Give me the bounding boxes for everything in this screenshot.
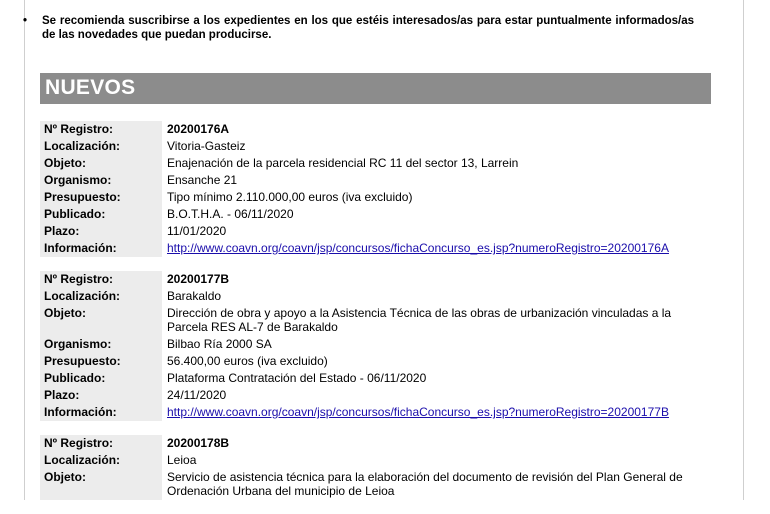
value-registro: 20200176A: [167, 122, 230, 136]
label-informacion: Información:: [40, 404, 162, 421]
label-localizacion: Localización:: [40, 138, 162, 155]
label-presupuesto: Presupuesto:: [40, 189, 162, 206]
row-localizacion: [40, 288, 711, 305]
row-publicado: [40, 370, 711, 387]
record-20200177B: [40, 271, 711, 421]
row-informacion: [40, 240, 711, 257]
label-registro: Nº Registro:: [40, 121, 162, 138]
label-publicado: Publicado:: [40, 370, 162, 387]
label-objeto: Objeto:: [40, 305, 162, 336]
row-organismo: [40, 336, 711, 353]
section-header-nuevos: [40, 73, 711, 104]
label-plazo: Plazo:: [40, 223, 162, 240]
row-objeto: [40, 155, 711, 172]
label-plazo: Plazo:: [40, 387, 162, 404]
value-plazo: 11/01/2020: [167, 224, 227, 238]
row-localizacion: [40, 138, 711, 155]
row-informacion: [40, 404, 711, 421]
row-objeto: [40, 469, 711, 500]
value-objeto: Enajenación de la parcela residencial RC 11 del sector 13, Larrein: [167, 156, 519, 170]
informacion-link[interactable]: http://www.coavn.org/coavn/jsp/concursos/fichaConcurso_es.jsp?numeroRegistro=20200177B: [167, 405, 669, 419]
value-objeto: Dirección de obra y apoyo a la Asistencia Técnica de las obras de urbanización vinculadas a la Parcela RES AL-7 de Barakaldo: [167, 306, 672, 334]
bullet-marker: •: [23, 15, 28, 27]
value-presupuesto: Tipo mínimo 2.110.000,00 euros (iva excluido): [167, 190, 413, 204]
value-plazo: 24/11/2020: [167, 388, 227, 402]
value-localizacion: Barakaldo: [167, 289, 222, 303]
row-presupuesto: [40, 353, 711, 370]
recommendation-note: [23, 14, 694, 42]
row-objeto: [40, 305, 711, 336]
row-localizacion: [40, 452, 711, 469]
value-presupuesto: 56.400,00 euros (iva excluido): [167, 354, 328, 368]
label-localizacion: Localización:: [40, 452, 162, 469]
row-registro: [40, 271, 711, 288]
value-objeto: Servicio de asistencia técnica para la elaboración del documento de revisión del Plan General de Ordenación Urbana del municipio de Leioa: [167, 470, 683, 498]
label-registro: Nº Registro:: [40, 271, 162, 288]
value-registro: 20200178B: [167, 436, 230, 450]
label-organismo: Organismo:: [40, 336, 162, 353]
row-plazo: [40, 387, 711, 404]
label-objeto: Objeto:: [40, 469, 162, 500]
record-20200176A: [40, 121, 711, 257]
section-title: NUEVOS: [45, 76, 136, 99]
value-registro: 20200177B: [167, 272, 230, 286]
value-localizacion: Vitoria-Gasteiz: [167, 139, 246, 153]
record-20200178B: [40, 435, 711, 500]
value-localizacion: Leioa: [167, 453, 197, 467]
label-localizacion: Localización:: [40, 288, 162, 305]
row-publicado: [40, 206, 711, 223]
label-informacion: Información:: [40, 240, 162, 257]
label-organismo: Organismo:: [40, 172, 162, 189]
value-organismo: Bilbao Ría 2000 SA: [167, 337, 272, 351]
value-publicado: B.O.T.H.A. - 06/11/2020: [167, 207, 294, 221]
value-publicado: Plataforma Contratación del Estado - 06/11/2020: [167, 371, 427, 385]
informacion-link[interactable]: http://www.coavn.org/coavn/jsp/concursos/fichaConcurso_es.jsp?numeroRegistro=20200176A: [167, 241, 669, 255]
label-objeto: Objeto:: [40, 155, 162, 172]
value-organismo: Ensanche 21: [167, 173, 238, 187]
row-plazo: [40, 223, 711, 240]
label-registro: Nº Registro:: [40, 435, 162, 452]
label-presupuesto: Presupuesto:: [40, 353, 162, 370]
row-registro: [40, 435, 711, 452]
label-publicado: Publicado:: [40, 206, 162, 223]
row-presupuesto: [40, 189, 711, 206]
row-organismo: [40, 172, 711, 189]
row-registro: [40, 121, 711, 138]
records-list: [40, 121, 711, 514]
recommendation-text: Se recomienda suscribirse a los expedientes en los que estéis interesados/as para estar puntualmente informados/as de las novedades que puedan producirse.: [42, 15, 694, 41]
